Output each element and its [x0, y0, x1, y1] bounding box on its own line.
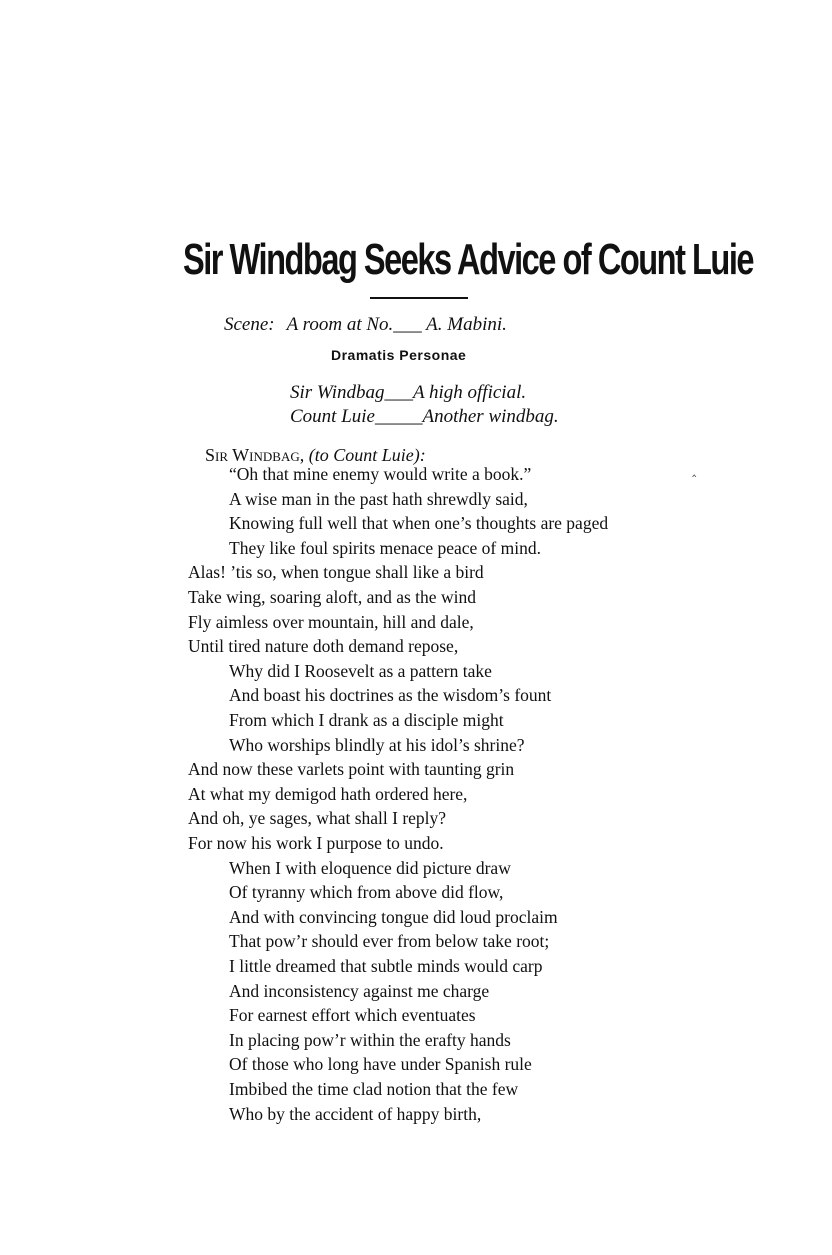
verse-line: Who by the accident of happy birth,: [229, 1103, 482, 1124]
verse-line: Alas! ’tis so, when tongue shall like a bird: [188, 562, 484, 583]
stage-direction: (to Count Luie):: [308, 445, 426, 465]
scene-line: [224, 314, 507, 336]
verse-line: “Oh that mine enemy would write a book.”: [229, 464, 532, 484]
persona-count-luie: Count Luie_____Another windbag.: [290, 406, 559, 427]
verse-line: They like foul spirits menace peace of mind.: [229, 537, 541, 558]
verse-line: Who worships blindly at his idol’s shrine?: [229, 734, 525, 755]
dramatis-personae-heading: Dramatis Personae: [331, 347, 467, 363]
verse-line: Fly aimless over mountain, hill and dale,: [188, 611, 474, 632]
verse-line: Why did I Roosevelt as a pattern take: [229, 660, 492, 681]
verse-line: Take wing, soaring aloft, and as the wind: [188, 587, 476, 607]
verse-line: And boast his doctrines as the wisdom’s fount: [229, 685, 552, 706]
verse-line: That pow’r should ever from below take root;: [229, 931, 550, 952]
title-divider: [370, 297, 468, 299]
verse-line: From which I drank as a disciple might: [229, 710, 504, 730]
scene-text: A room at No.___ A. Mabini.: [286, 314, 507, 335]
page-title: Sir Windbag Seeks Advice of Count Luie: [183, 235, 754, 284]
verse-line: And now these varlets point with taunting grin: [188, 759, 515, 780]
speaker-name: Sir Windbag,: [205, 445, 305, 465]
verse-line: Of those who long have under Spanish rule: [229, 1054, 532, 1075]
scene-label: Scene:: [224, 314, 275, 335]
verse-line: And inconsistency against me charge: [229, 980, 490, 1001]
verse-line: When I with eloquence did picture draw: [229, 857, 511, 878]
verse-line: A wise man in the past hath shrewdly said,: [229, 488, 528, 509]
page-mark-icon: ‸: [692, 462, 697, 477]
verse-line: And with convincing tongue did loud proclaim: [229, 906, 558, 927]
verse-line: And oh, ye sages, what shall I reply?: [188, 808, 447, 829]
verse-line: Imbibed the time clad notion that the few: [229, 1079, 519, 1099]
verse-line: Of tyranny which from above did flow,: [229, 882, 504, 903]
verse-line: At what my demigod hath ordered here,: [188, 783, 468, 804]
verse-line: In placing pow’r within the erafty hands: [229, 1029, 511, 1050]
verse-line: Until tired nature doth demand repose,: [188, 636, 459, 657]
persona-sir-windbag: Sir Windbag___A high official.: [290, 382, 527, 403]
verse-line: I little dreamed that subtle minds would carp: [229, 956, 543, 976]
verse-line: For now his work I purpose to undo.: [188, 833, 444, 853]
verse-line: Knowing full well that when one’s thoughts are paged: [229, 513, 609, 534]
verse-line: For earnest effort which eventuates: [229, 1005, 476, 1026]
